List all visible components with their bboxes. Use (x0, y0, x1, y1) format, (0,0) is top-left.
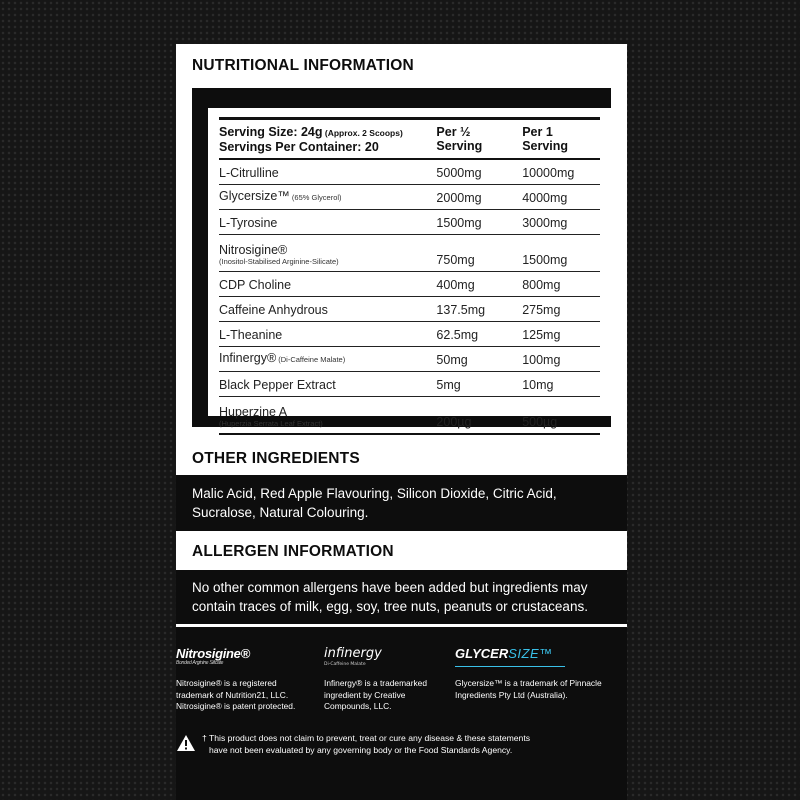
ingredient-note: (65% Glycerol) (289, 193, 342, 202)
glycersize-logo: GLYCERSIZE™ (455, 648, 615, 670)
amount-full: 10000mg (522, 166, 575, 180)
serving-size-note: (Approx. 2 Scoops) (322, 128, 403, 138)
ingredient-name: Black Pepper Extract (219, 378, 336, 392)
ingredient-name: Huperzine A (219, 405, 288, 419)
col-full-line1: Per 1 (522, 125, 553, 139)
amount-half: 62.5mg (436, 328, 479, 342)
allergen-heading: ALLERGEN INFORMATION (176, 531, 627, 570)
amount-half: 137.5mg (436, 303, 486, 317)
amount-full: 100mg (522, 353, 561, 367)
trademark-infinergy (324, 648, 446, 713)
other-ingredients-text: Malic Acid, Red Apple Flavouring, Silicon Dioxide, Citric Acid, Sucralose, Natural Colouring. (192, 486, 557, 520)
nitrosigine-logo: Nitrosigine® Bonded Arginine Silicate (176, 646, 250, 666)
ingredient-subtext: (Huperzia Serrata Leaf Extract) (219, 419, 323, 428)
ingredient-note: (Di-Caffeine Malate) (276, 355, 346, 364)
amount-full: 10mg (522, 378, 554, 392)
amount-full: 3000mg (522, 216, 568, 230)
amount-half: 1500mg (436, 216, 482, 230)
ingredient-name: CDP Choline (219, 278, 292, 292)
amount-half: 400mg (436, 278, 475, 292)
table-row (219, 185, 600, 210)
disclaimer-line1: † This product does not claim to prevent, treat or cure any disease & these statements (202, 733, 531, 743)
amount-half: 50mg (436, 353, 468, 367)
warning-icon (176, 734, 196, 752)
ingredient-name: L-Tyrosine (219, 216, 278, 230)
trademark-text: Glycersize™ is a trademark of Pinnacle Ingredients Pty Ltd (Australia). (455, 678, 602, 700)
amount-half: 5mg (436, 378, 461, 392)
ingredient-name: L-Theanine (219, 328, 283, 342)
table-row (219, 297, 600, 322)
amount-full: 800mg (522, 278, 561, 292)
label-panel (176, 44, 627, 800)
ingredient-subtext: (Inositol-Stabilised Arginine-Silicate) (219, 257, 339, 266)
nutrition-frame (176, 78, 627, 437)
disclaimer-line2: have not been evaluated by any governing body or the Food Standards Agency. (209, 745, 513, 755)
ingredient-name: Caffeine Anhydrous (219, 303, 328, 317)
amount-full: 4000mg (522, 191, 568, 205)
trademark-glycersize (455, 648, 615, 701)
ingredient-name: L-Citrulline (219, 166, 279, 180)
col-full-line2: Serving (522, 139, 569, 153)
ingredient-name: Glycersize™ (219, 189, 290, 203)
amount-full: 1500mg (522, 253, 568, 267)
ingredient-name: Infinergy® (219, 351, 277, 365)
trademark-text: Infinergy® is a trademarked ingredient by Creative Compounds, LLC. (324, 678, 427, 711)
divider (176, 624, 627, 627)
amount-full: 275mg (522, 303, 561, 317)
table-row (219, 372, 600, 397)
amount-full: 125mg (522, 328, 561, 342)
amount-half: 200µg (436, 415, 472, 429)
table-row (219, 235, 600, 272)
trademark-nitrosigine (176, 648, 311, 713)
table-header (219, 120, 600, 160)
nutrition-table (208, 108, 611, 429)
table-row (219, 272, 600, 297)
infinergy-logo: infinergy Di-Caffeine Malate (324, 646, 382, 667)
table-row (219, 322, 600, 347)
nutritional-info-heading: NUTRITIONAL INFORMATION (176, 44, 627, 78)
servings-per-container: Servings Per Container: 20 (219, 140, 379, 154)
table-row (219, 397, 600, 435)
table-row (219, 210, 600, 235)
other-ingredients-heading: OTHER INGREDIENTS (176, 437, 627, 475)
table-row (219, 347, 600, 372)
table-row (219, 160, 600, 185)
col-half-line2: Serving (436, 139, 483, 153)
trademark-text: Nitrosigine® is a registered trademark of Nutrition21, LLC. Nitrosigine® is patent protected. (176, 678, 296, 711)
ingredient-name: Nitrosigine® (219, 243, 288, 257)
allergen-text: No other common allergens have been added but ingredients may contain traces of milk, egg, soy, tree nuts, peanuts or crustaceans. (192, 580, 588, 614)
amount-full: 500µg (522, 415, 558, 429)
col-half-line1: Per ½ (436, 125, 471, 139)
amount-half: 750mg (436, 253, 475, 267)
amount-half: 2000mg (436, 191, 482, 205)
serving-size: Serving Size: 24g (219, 125, 323, 139)
amount-half: 5000mg (436, 166, 482, 180)
